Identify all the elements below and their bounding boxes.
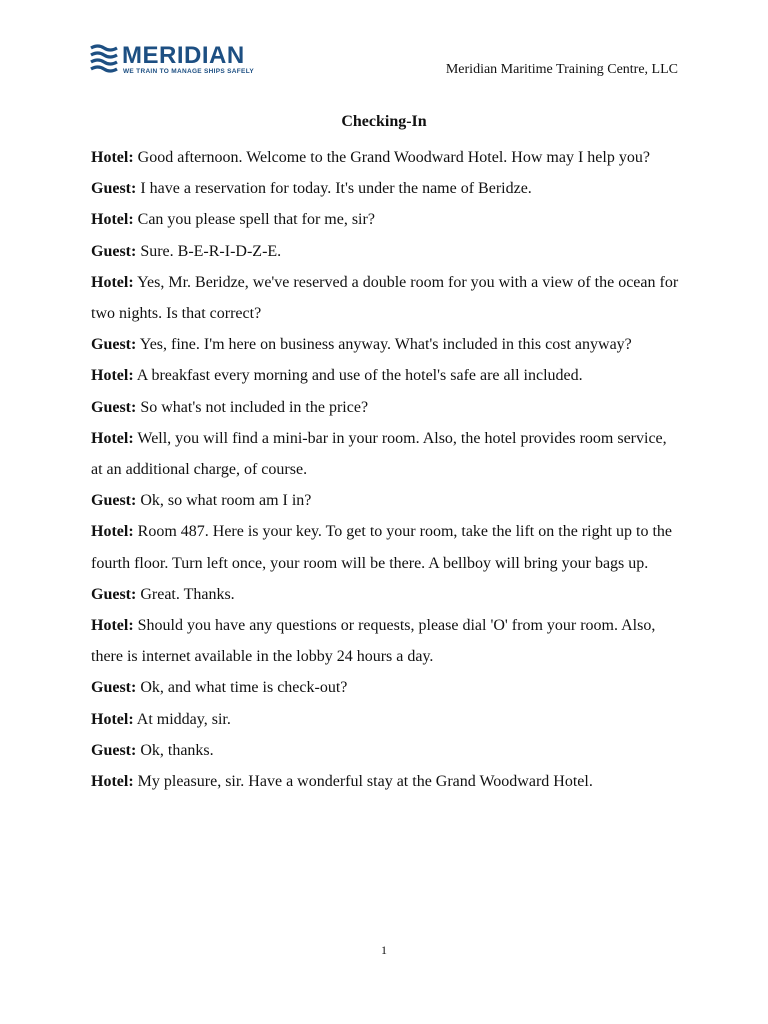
dialogue-line xyxy=(91,516,681,578)
speaker-label: Hotel: xyxy=(91,617,134,635)
speaker-label: Guest: xyxy=(91,180,137,198)
line-text: Yes, Mr. Beridze, we've reserved a double room for you with a view of the ocean for two nights. Is that correct? xyxy=(91,273,679,323)
speaker-label: Hotel: xyxy=(91,211,134,229)
dialogue-line xyxy=(91,236,681,267)
dialogue-line xyxy=(91,204,681,235)
line-text: Room 487. Here is your key. To get to your room, take the lift on the right up to the fourth floor. Turn left once, your room will be there. A bellboy will bring your bags up. xyxy=(91,523,672,572)
line-text: Ok, and what time is check-out? xyxy=(136,679,348,697)
line-text: Great. Thanks. xyxy=(136,585,235,603)
dialogue-line xyxy=(91,735,681,766)
line-text: Ok, so what room am I in? xyxy=(136,492,312,510)
line-text: So what's not included in the price? xyxy=(136,398,369,416)
organization-name: Meridian Maritime Training Centre, LLC xyxy=(445,62,678,77)
dialogue xyxy=(91,142,681,797)
logo-name: MERIDIAN xyxy=(122,42,245,69)
dialogue-line xyxy=(91,360,681,391)
speaker-label: Hotel: xyxy=(91,367,134,385)
logo-tagline: WE TRAIN TO MANAGE SHIPS SAFELY xyxy=(123,68,255,75)
dialogue-line xyxy=(91,423,681,485)
dialogue-line xyxy=(91,329,681,360)
line-text: Can you please spell that for me, sir? xyxy=(133,211,375,229)
line-text: A breakfast every morning and use of the hotel's safe are all included. xyxy=(133,367,583,385)
speaker-label: Hotel: xyxy=(91,273,134,291)
line-text: Sure. B-E-R-I-D-Z-E. xyxy=(136,242,282,260)
document-title: Checking-In xyxy=(341,113,427,130)
page-number: 1 xyxy=(381,943,387,957)
speaker-label: Guest: xyxy=(91,492,137,510)
dialogue-line xyxy=(91,392,681,423)
line-text: Well, you will find a mini-bar in your room. Also, the hotel provides room service, at an additional charge, of course. xyxy=(91,429,667,479)
line-text: I have a reservation for today. It's under the name of Beridze. xyxy=(136,180,532,198)
dialogue-line xyxy=(91,142,681,173)
line-text: Ok, thanks. xyxy=(136,741,214,759)
dialogue-line xyxy=(91,485,681,516)
line-text: My pleasure, sir. Have a wonderful stay at the Grand Woodward Hotel. xyxy=(133,773,593,791)
line-text: Should you have any questions or requests, please dial 'O' from your room. Also, there is internet available in the lobby 24 hours a day. xyxy=(91,617,656,666)
speaker-label: Hotel: xyxy=(91,523,134,541)
meridian-logo xyxy=(89,44,254,76)
speaker-label: Hotel: xyxy=(91,710,134,728)
speaker-label: Hotel: xyxy=(91,429,134,447)
logo-text xyxy=(122,44,254,76)
dialogue-line xyxy=(91,173,681,204)
waves-logo-icon xyxy=(89,44,119,76)
dialogue-line xyxy=(91,610,681,672)
speaker-label: Guest: xyxy=(91,585,137,603)
dialogue-line xyxy=(91,672,681,703)
speaker-label: Hotel: xyxy=(91,149,134,166)
speaker-label: Guest: xyxy=(91,242,137,260)
line-text: Yes, fine. I'm here on business anyway. What's included in this cost anyway? xyxy=(136,336,632,354)
speaker-label: Guest: xyxy=(91,336,137,354)
dialogue-line xyxy=(91,267,681,329)
dialogue-line xyxy=(91,704,681,735)
speaker-label: Guest: xyxy=(91,741,137,759)
speaker-label: Hotel: xyxy=(91,773,134,791)
dialogue-line xyxy=(91,766,681,797)
speaker-label: Guest: xyxy=(91,398,137,416)
line-text: Good afternoon. Welcome to the Grand Woodward Hotel. How may I help you? xyxy=(133,149,650,166)
line-text: At midday, sir. xyxy=(133,710,231,728)
speaker-label: Guest: xyxy=(91,679,137,697)
dialogue-line xyxy=(91,579,681,610)
